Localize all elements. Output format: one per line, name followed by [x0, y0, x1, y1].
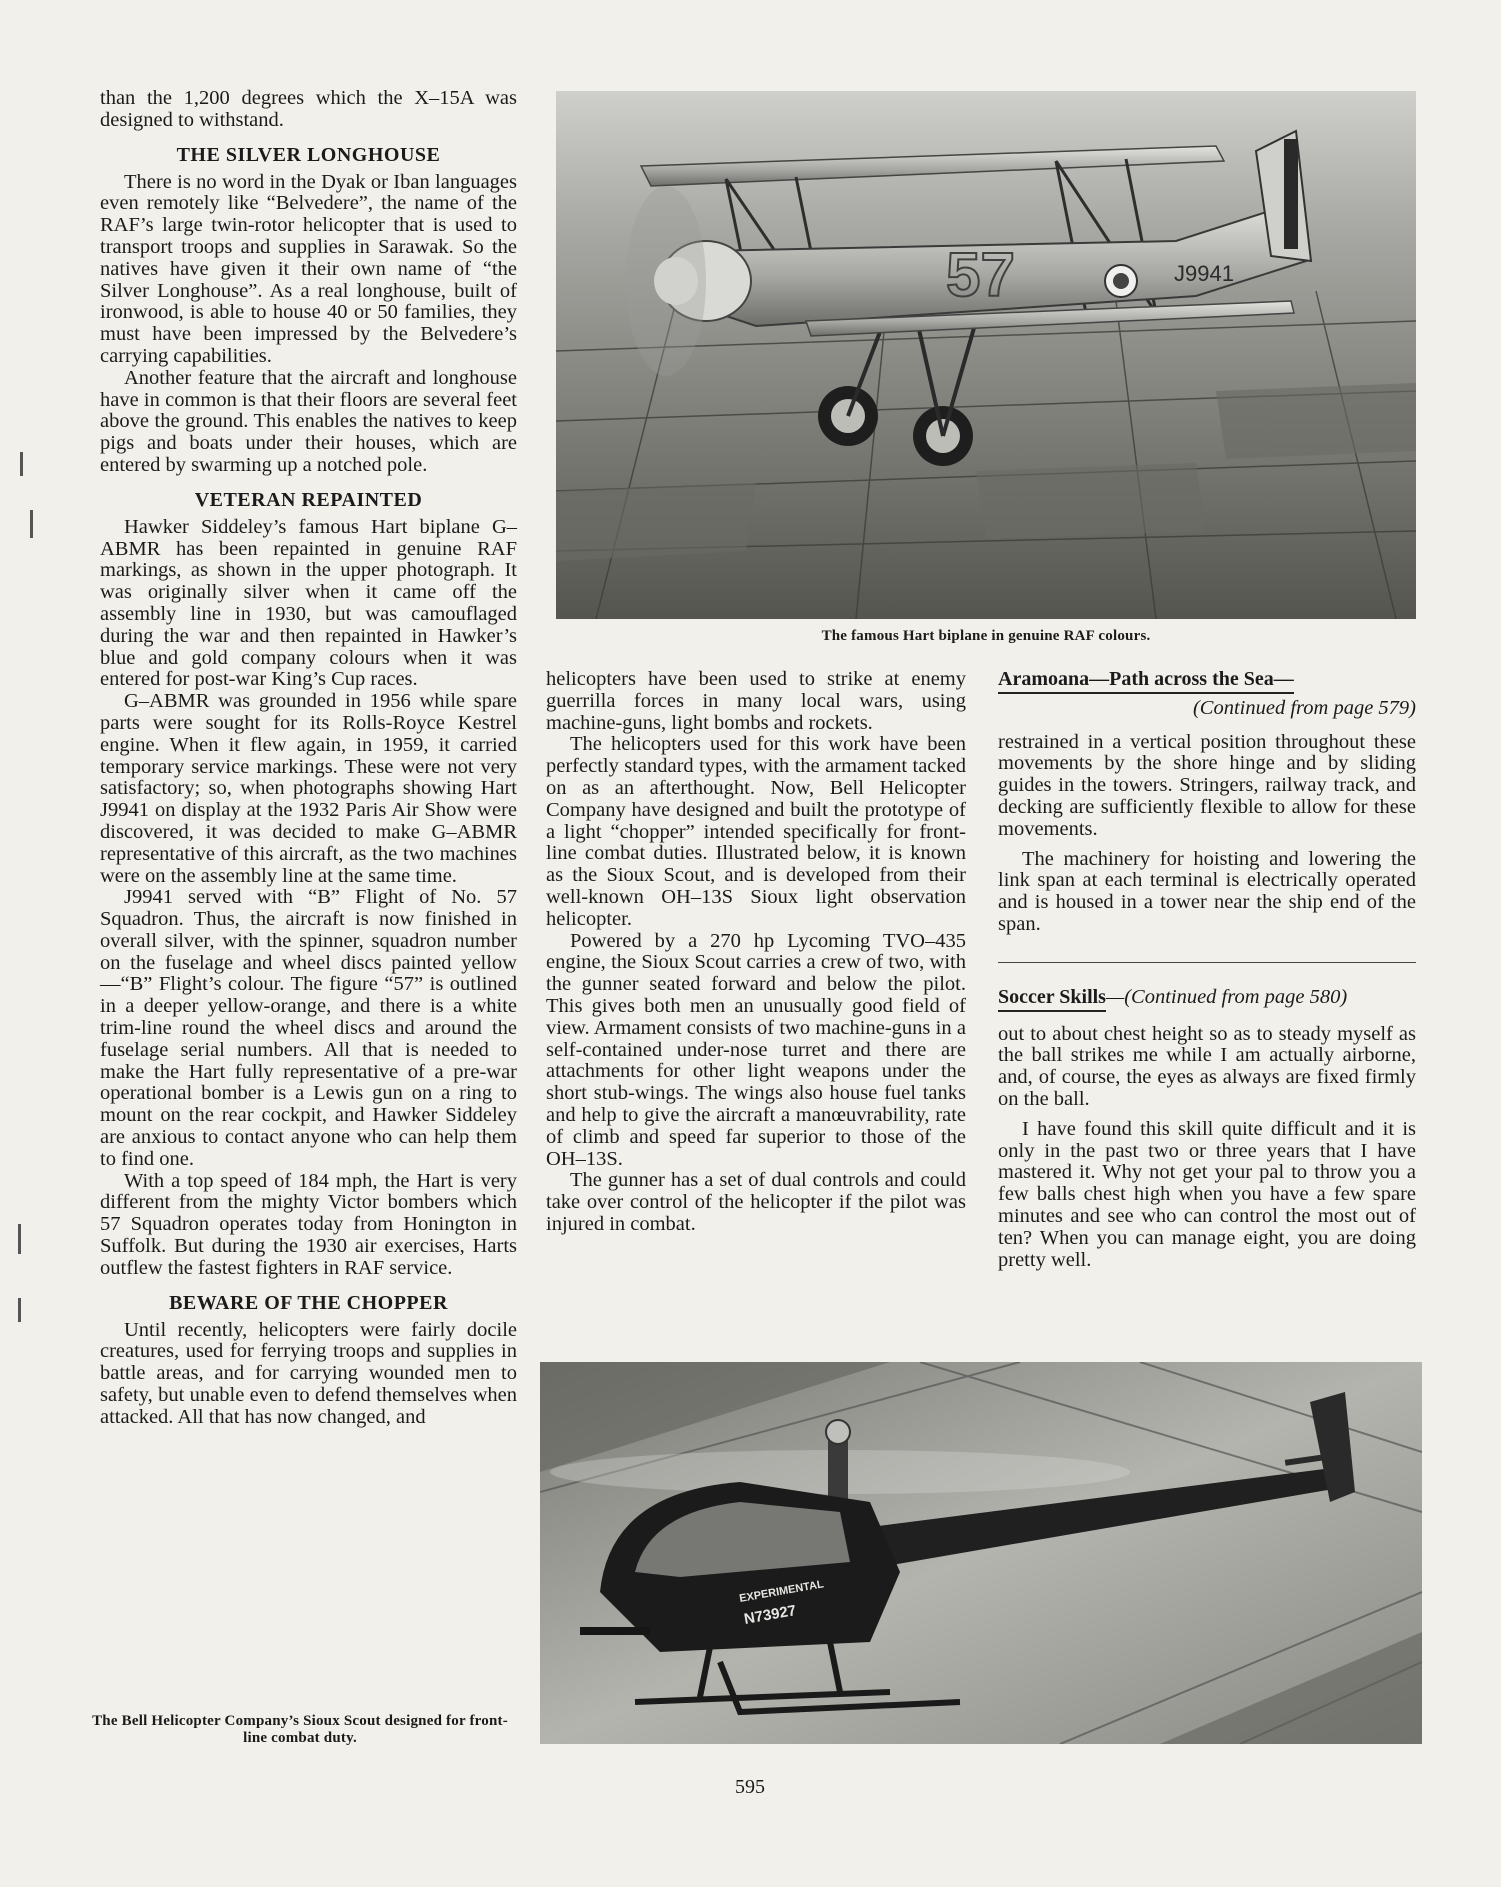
soccer-continued-title: Soccer Skills	[998, 987, 1106, 1012]
margin-scan-mark	[30, 510, 33, 538]
right-column	[998, 669, 1416, 1271]
soccer-continued-heading	[998, 987, 1416, 1012]
margin-scan-mark	[18, 1298, 21, 1322]
hart-fuselage-number: 57	[946, 241, 1015, 310]
chopper-paragraph-4: Powered by a 270 hp Lycoming TVO–435 engine, the Sioux Scout carries a crew of two, with the gunner seated forward and below the pilot. This gives both men an unusually good field of view. Armament consists of two machine-guns in a self-contained under-nose turret and there are attachments for other light weapons under the short stub-wings. The wings also house fuel tanks and help to give the aircraft a manœuvrability, rate of climb and speed far superior to those of the OH–13S.	[546, 929, 966, 1170]
veteran-paragraph-2: G–ABMR was grounded in 1956 while spare parts were sought for its Rolls-Royce Kestrel engine. When it flew again, in 1959, it carried temporary service markings. These were not very satisfactory; so, when photographs showing Hart J9941 on display at the 1932 Paris Air Show were discovered, it was decided to make G–ABMR representative of this aircraft, as the two machines were on the assembly line at the same time.	[100, 690, 517, 887]
soccer-paragraph-2: I have found this skill quite difficult and it is only in the past two or three years that I have mastered it. Why not get your pal to throw you a few balls chest high when you have a few spare minutes and see who can control the most out of ten? When you can manage eight, you are doing pretty well.	[998, 1117, 1416, 1271]
veteran-paragraph-4: With a top speed of 184 mph, the Hart is very different from the mighty Victor bombers which 57 Squadron operates today from Honington in Suffolk. But during the 1930 air exercises, Harts outflew the fastest fighters in RAF service.	[100, 1169, 517, 1279]
chopper-paragraph-5: The gunner has a set of dual controls and could take over control of the helicopter if the pilot was injured in combat.	[546, 1169, 966, 1235]
heading-silver-longhouse: THE SILVER LONGHOUSE	[176, 143, 441, 166]
page-number: 595	[735, 1776, 765, 1798]
hart-photo-caption: The famous Hart biplane in genuine RAF colours.	[821, 628, 1151, 644]
margin-scan-mark	[20, 452, 23, 476]
aramoana-paragraph-2: The machinery for hoisting and lowering the link span at each terminal is electrically operated and is housed in a tower near the ship end of the span.	[998, 847, 1416, 935]
sioux-scout-illustration	[540, 1362, 1422, 1744]
chopper-paragraph-1: Until recently, helicopters were fairly docile creatures, used for ferrying troops and supplies in battle areas, and for carrying wounded men to safety, but unable even to defend themselves when attacked. All that has now changed, and	[100, 1318, 517, 1428]
chopper-paragraph-3: The helicopters used for this work have been perfectly standard types, with the armament tacked on as an afterthought. Now, Bell Helicopter Company have designed and built the prototype of a light “chopper” intended specifically for front-line combat duties. Illustrated below, it is known as the Sioux Scout, and is developed from their well-known OH–13S Sioux light observation helicopter.	[546, 733, 966, 930]
soccer-continued-ref: —(Continued from page 580)	[1105, 985, 1348, 1008]
veteran-paragraph-3: J9941 served with “B” Flight of No. 57 Squadron. Thus, the aircraft is now finished in overall silver, with the spinner, squadron number on the fuselage and wheel discs painted yellow—“B” Flight’s colour. The figure “57” is outlined in a deeper yellow-orange, and there is a white trim-line round the wheel discs and around the fuselage serial numbers. All that is needed to make the Hart fully representative of a pre-war operational bomber is a Lewis gun on a ring to mount on the rear cockpit, and Hawker Siddeley are anxious to contact anyone who can help them to find one.	[100, 886, 517, 1170]
scout-marking-registration: N73927	[742, 1602, 798, 1628]
aramoana-paragraph-1: restrained in a vertical position throughout these movements by the shore hinge and by sliding guides in the towers. Stringers, railway track, and decking are sufficiently flexible to allow for these movements.	[998, 730, 1416, 840]
intro-fragment: than the 1,200 degrees which the X–15A was designed to withstand.	[100, 87, 517, 131]
left-column	[100, 88, 517, 1429]
hart-biplane-photo	[556, 91, 1416, 619]
veteran-paragraph-1: Hawker Siddeley’s famous Hart biplane G–ABMR has been repainted in genuine RAF markings, as shown in the upper photograph. It was originally silver when it came off the assembly line in 1930, but was camouflaged during the war and then repainted in Hawker’s blue and gold company colours when it was entered for post-war King’s Cup races.	[100, 515, 517, 691]
silver-paragraph-1: There is no word in the Dyak or Iban languages even remotely like “Belvedere”, the name of the RAF’s large twin-rotor helicopter that is used to transport troops and supplies in Sarawak. So the natives have given it their own name of “the Silver Longhouse”. As a real longhouse, built of ironwood, is able to house 40 or 50 families, they must have been impressed by the Belvedere’s carrying capabilities.	[100, 170, 517, 367]
middle-column	[546, 669, 966, 1236]
soccer-paragraph-1: out to about chest height so as to steady myself as the ball strikes me while I am actually airborne, and, of course, the eyes as always are fixed firmly on the ball.	[998, 1022, 1416, 1110]
section-divider	[998, 962, 1416, 963]
heading-veteran-repainted: VETERAN REPAINTED	[194, 488, 423, 511]
sioux-scout-photo	[540, 1362, 1422, 1744]
heading-beware-chopper: BEWARE OF THE CHOPPER	[169, 1291, 448, 1314]
silver-paragraph-2: Another feature that the aircraft and longhouse have in common is that their floors are several feet above the ground. This enables the natives to keep pigs and boats under their houses, which are entered by swarming up a notched pole.	[100, 366, 517, 476]
aramoana-continued-ref: (Continued from page 579)	[1192, 696, 1416, 719]
chopper-paragraph-2: helicopters have been used to strike at enemy guerrilla forces in many local wars, using machine-guns, light bombs and rockets.	[546, 668, 966, 734]
scout-marking-experimental: EXPERIMENTAL	[738, 1578, 825, 1605]
hart-biplane-illustration	[556, 91, 1416, 619]
margin-scan-mark	[18, 1224, 21, 1254]
sioux-scout-caption: The Bell Helicopter Company’s Sioux Scout designed for front-line combat duty.	[92, 1713, 508, 1746]
aramoana-continued-title: Aramoana—Path across the Sea—	[998, 669, 1294, 694]
hart-serial: J9941	[1174, 261, 1234, 286]
